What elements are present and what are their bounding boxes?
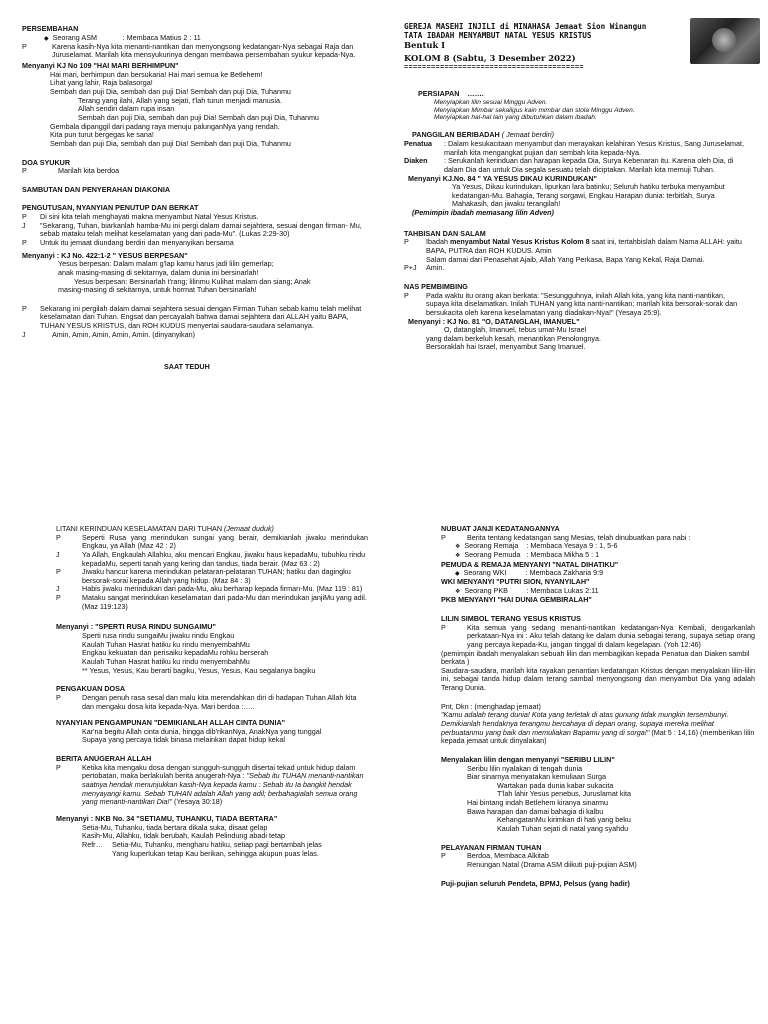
- lyric-line: Yesus berpesan: Bersinarlah t'rang; lilinmu Kulihat malam dan siang; Anak: [74, 276, 311, 286]
- pengutusan-text: "Sekarang, Tuhan, biarkanlah hamba-Mu ini pergi dalam damai sejahtera, sesuai dengan firman- Mu, sebab mataku telah melihat keselamatan yang dari pada-Mu". (Lukas 2:29-30): [40, 220, 362, 239]
- litani-title: LITANI KERINDUAN KESELAMATAN DARI TUHAN: [56, 525, 223, 533]
- song5-heading: Menyanyi : "SPERTI RUSA RINDU SUNGAIMU": [56, 622, 216, 632]
- litani-text: Seperti Rusa yang merindukan sungai yang berair, demikianlah jiwaku merindukan Engkau, ya Allah (Maz 42 : 2): [82, 532, 368, 551]
- doa-row: [22, 167, 366, 176]
- lyric-line: Setia-Mu, Tuhanku, tiada bertara dikala suka, disaat gelap: [82, 822, 268, 832]
- speaker-tag: P: [56, 532, 61, 542]
- song6-heading: Menyanyi : NKB No. 34 "SETIAMU, TUHANKU, TIADA BERTARA": [56, 813, 278, 823]
- lyric-line: Kar'na begitu Allah cinta dunia, hingga dib'rikanNya, AnakNya yang tunggal: [82, 726, 322, 736]
- song3-note: (Pemimpin ibadah memasang lilin Adven): [412, 208, 554, 218]
- persembahan-reader: Seorang ASM: [52, 32, 97, 42]
- speaker-tag: P: [22, 212, 27, 222]
- litani-item: [56, 551, 368, 568]
- pnt-line: Pnt, Dkn : (menghadap jemaat): [441, 701, 541, 711]
- speaker-tag: P: [441, 851, 446, 861]
- panggilan-title: PANGGILAN BERIBADAH: [412, 130, 500, 140]
- speaker-tag: J: [22, 329, 26, 339]
- tahbisan-amin-row: [404, 264, 750, 273]
- doa-heading: DOA SYUKUR: [22, 157, 71, 167]
- song2-lyrics: [22, 260, 366, 295]
- firman-text: Berdoa, Membaca Alkitab: [467, 851, 549, 861]
- reader-passage: : Membaca Lukas 2:11: [526, 586, 599, 596]
- nubuat-heading: NUBUAT JANJI KEDATANGANNYA: [441, 525, 560, 533]
- reader-name: Seorang Pemuda: [464, 550, 521, 560]
- puji-heading: Puji-pujian seluruh Pendeta, BPMJ, Pelsus (yang hadir): [441, 878, 630, 888]
- church-logo-image: [690, 18, 760, 64]
- lyric-line: Yang kuperlukan tetap Kau berikan, sehingga akupun puas lelas.: [112, 848, 319, 858]
- lyric-line: Hai mari, berhimpun dan bersukaria! Hai mari semua ke Betlehem!: [50, 69, 263, 79]
- pengakuan-text: Dengan penuh rasa sesal dan malu kita merendahkan diri di hadapan Tuhan Allah kita dan mengaku dosa kita kepada-Nya. Mari berdoa :…..: [82, 692, 357, 711]
- star-bullet-icon: [455, 542, 464, 551]
- lyric-line: Engkau kekuatan dan perisaiku kepadaMu rohku berserah: [82, 648, 269, 658]
- speaker-tag: P: [56, 567, 61, 577]
- kolom-label: KOLOM 8 (Sabtu, 3 Desember 2022): [404, 53, 576, 64]
- persembahan-heading: PERSEMBAHAN: [22, 24, 79, 33]
- berita-text: [82, 764, 368, 807]
- speaker-tag: P: [22, 41, 27, 51]
- speaker-tag: P: [441, 532, 446, 542]
- page2-right-column: [441, 525, 755, 925]
- lyric-line: ** Yesus, Yesus, Kau berarti bagiku, Yesus, Yesus, Kau segalanya bagiku: [82, 665, 316, 675]
- seribu-heading: Menyalakan lilin dengan menyanyi "SERIBU LILIN": [441, 754, 615, 764]
- sambutan-heading: SAMBUTAN DAN PENYERAHAN DIAKONIA: [22, 184, 171, 194]
- song1-lyrics: [22, 71, 366, 149]
- pengutusan-item: [22, 239, 366, 248]
- doa-text: Marilah kita berdoa: [58, 166, 120, 176]
- church-name-a: GEREJA MASEHI INJILI di MINAHASA: [404, 22, 551, 31]
- berkat-text: Sekarang ini pergilah dalam damai sejahtera sesuai dengan Firman Tuhan sebab kamu telah melihat keselamatan dari Tuhan. Engsat dan percayalah bahwa damai sejahtera dari ALLAH yaitu BAPA, TUHAN YESUS KRISTUS, dan ROH KUDUS menyertai saudara-saudara selamanya.: [40, 303, 362, 331]
- lyric-line: anak masing-masing di sekitarnya, dalam dunia ini bersinarlah!: [58, 267, 259, 277]
- tahbisan-salam: Salam damai dari Penasehat Ajaib, Allah Yang Perkasa, Bapa Yang Kekal, Raja Damai.: [426, 254, 705, 264]
- persembahan-prayer: [22, 43, 366, 60]
- song3-lyrics: Ya Yesus, Dikau kurindukan, lipurkan lara batinku; Seluruh hatiku terbuka menyambut kedatangan-Mu. Bahagia, Terang sorgawi, Engkau Harapan dunia: terbitlah, Surya Mahakasih, dan jiwaku terangilah!: [452, 182, 725, 209]
- speaker-tag: P: [56, 692, 61, 702]
- berita-b: "Sebab itu TUHAN menanti-nantikan saatnya hendak menunjukkan kasih-Nya kepada kamu : Sebab itu Ia bangkit hendak menyayangi kamu. Sebab TUHAN adalah Allah yang adil; berbahagialah semua orang yang menanti-nantikan Dia!": [82, 771, 364, 807]
- lyric-line: Allah sendiri dalam rupa insan: [78, 104, 175, 114]
- pengutusan-text: Di sini kita telah menghayati makna menyambut Natal Yesus Kristus.: [40, 212, 259, 222]
- lyric-line: Sembah dan puji Dia, sembah dan puji Dia! Sembah dan puji Dia, Tuhanmu: [50, 138, 291, 148]
- lyric-line: yang dalam berkeluh kesah, menantikan Penolongnya.: [426, 333, 602, 343]
- tahbisan-heading: TAHBISAN DAN SALAM: [404, 228, 486, 238]
- berkat-item: [22, 331, 366, 340]
- litani-item: [56, 594, 368, 611]
- berita-row: [56, 764, 368, 807]
- firman-sub: Renungan Natal (Drama ASM diikuti puji-pujian ASM): [467, 859, 637, 869]
- lilin-paragraph: Saudara-saudara, marilah kita rayakan penantian kedatangan Kristus dengan menyalakan lilin-lilin ini, sebagai tanda hidup dalam terang sambal menyongsong dan menyambut Dia yang adalah Terang Dunia.: [441, 665, 755, 693]
- litani-text: Mataku sangat merindukan keselamatan dari pada-Mu dan merindukan janjiMu yang adil. (Maz 119:123): [82, 593, 367, 611]
- lyric-line: Kaulah Tuhan sejati di natal yang syahdu: [497, 824, 629, 834]
- tahbisan-amin: Amin.: [426, 263, 445, 273]
- berita-heading: BERITA ANUGERAH ALLAH: [56, 754, 152, 764]
- speaker-tag: J: [22, 220, 26, 230]
- speaker-tag: P: [22, 238, 27, 247]
- lyric-line: Gembala dipanggil dari padang raya menuju palunganNya yang rendah.: [50, 121, 280, 131]
- wki-heading: WKI MENYANYI "PUTRI SION, NYANYILAH": [441, 577, 590, 587]
- pnt-quote-b: (Mat 5 : 14,16) (memberikan lilin kepada jemaat untuk dinyalakan): [441, 727, 755, 746]
- speaker-tag: J: [56, 584, 60, 594]
- lyric-line: masing-masing di sekitarnya, untuk hormat Tuhan bersinarlah!: [58, 285, 257, 295]
- reader-passage: : Membaca Mikha 5 : 1: [526, 550, 600, 560]
- lyric-line: Kita pun turut bergegas ke sana!: [50, 130, 154, 140]
- lyric-line: Sembah dan puji Dia, sembah dan puji Dia! Sembah dan puji Dia, Tuhanmu: [78, 112, 319, 122]
- pengutusan-item: [22, 222, 366, 239]
- tahbisan-c: saat ini, tertahbislah dalam Nama ALLAH: yaitu BAPA, PUTRA dan ROH KUDUS. Amin: [426, 237, 742, 256]
- church-name-b: Jemaat Sion Winangun: [550, 22, 647, 31]
- speaker-tag: P: [56, 593, 61, 603]
- lyric-line: Sembah dan puji Dia, sembah dan puji Dia! Sembah dan puji Dia, Tuhanmu: [50, 87, 291, 97]
- lyric-line: Supaya yang percaya tidak binasa melainkan dapat hidup kekal: [82, 735, 285, 745]
- lyric-line: KehangatanMu kirimkan di hati yang beku: [497, 815, 631, 825]
- reader-passage: : Membaca Yesaya 9 : 1, 5-6: [526, 541, 618, 551]
- page1-left-column: [22, 22, 366, 442]
- lyric-line: Setia-Mu, Tuhanku, mengharu hatiku, setiap pagi bertambah jelas: [112, 839, 322, 849]
- lilin-text: Kita semua yang sedang menanti-nantikan kedatangan-Nya Kembali, dengarkanlah perkataan-Nya ini : Aku telah datang ke dalam dunia sebagai terang, supaya setiap orang yang percaya kepada-Ku, jangan tinggal di dalam kegelapan. (Yoh 12:46): [467, 622, 755, 649]
- pengutusan-heading: PENGUTUSAN, NYANYIAN PENUTUP DAN BERKAT: [22, 203, 199, 213]
- reader-name: Seorang Remaja: [464, 541, 519, 551]
- speaker-tag: Diaken: [404, 156, 428, 166]
- persiapan-item: Menyiapkan lilin sesuai Minggu Adven.: [434, 98, 548, 106]
- reader-passage: : Membaca Zakharia 9:9: [525, 568, 604, 578]
- saat-teduh-heading: SAAT TEDUH: [164, 362, 210, 372]
- lyric-line: Kasih-Mu, Allahku, tidak berubah, Kaulah Pelindung abadi tetap: [82, 831, 285, 841]
- nas-text: Pada waktu itu orang akan berkata: "Sesungguhnya, inilah Allah kita, yang kita nanti-nantikan, supaya kita diselamatkan. Inilah TUHAN yang kita nanti-nantikan; marilah kita bersorak-sorak dan bersukacita oleh karena keselamatan yang diadakan-Nya!" (Yesaya 25:9).: [426, 290, 738, 317]
- nas-row: [404, 292, 750, 318]
- lyric-line: T'lah lahir Yesus penebus, Juruslamat kita: [497, 789, 632, 799]
- song1-heading: Menyanyi KJ No 109 "HAI MARI BERHIMPUN": [22, 61, 179, 71]
- pnt-quote: [441, 711, 755, 746]
- litani-text: Ya Allah, Engkaulah Allahku, aku mencari Engkau, jiwaku haus kepadaMu, tubuhku rindu kepadaMu, seperti tanah yang kering dan tandus, tiada berair. (Maz 63 : 2): [82, 549, 366, 568]
- lyric-line: O, datanglah, Imanuel, tebus umat-Mu Israel: [444, 325, 587, 335]
- lyric-line: Yesus berpesan: Dalam malam g'lap kamu harus jadi lilin gemerlap;: [58, 259, 274, 269]
- lyric-line: Kaulah Tuhan Hasrat hatiku ku rindu menyembahMu: [82, 656, 250, 666]
- persiapan-dots: …….: [467, 90, 484, 98]
- persembahan-text: Karena kasih-Nya kita menanti-nantikan dan menyongsong kedatangan-Nya sebagai Raja dan Juruselamat. Marilah kita mensyukurinya dengan membawa persembahan syukur kepada-Nya.: [52, 41, 356, 60]
- litani-note: (Jemaat duduk): [224, 525, 274, 533]
- page2-left-column: [56, 525, 368, 925]
- lyric-line: Bersoraklah hai Israel, menyambut Sang Imanuel.: [426, 342, 586, 352]
- persiapan-item: Menyiapkan hal-hal lain yang dibutuhkan dalam ibadah.: [434, 114, 597, 122]
- pengakuan-row: [56, 694, 368, 711]
- persembahan-reading: : Membaca Matius 2 : 11: [122, 32, 201, 42]
- lyric-line: Kaulah Tuhan Hasrat hatiku ku rindu menyembahMu: [82, 639, 250, 649]
- berkat-item: [22, 305, 366, 331]
- panggilan-text: : Dalam kesukacitaan menyambut dan merayakan kelahiran Yesus Kristus, Sang Juruselamat, marilah kita mengangkat pujian dan sembah kita kepada-Nya.: [444, 139, 745, 157]
- speaker-tag: P: [22, 166, 27, 176]
- lyric-line: Sperti rusa rindu sungaiMu jiwaku rindu Engkau: [82, 631, 235, 641]
- lilin-note: (pemimpin ibadah menyalakan sebuah lilin dan membagikan kepada Penatua dan Diaken sambil berkata ): [441, 648, 750, 667]
- lilin-heading: LILIN SIMBOL TERANG YESUS KRISTUS: [441, 613, 581, 623]
- speaker-tag: P: [56, 762, 61, 772]
- speaker-tag: P+J: [404, 263, 417, 273]
- lyric-line: Wartakan pada dunia kabar sukacita: [497, 780, 614, 790]
- panggilan-item: [404, 157, 750, 174]
- berita-a: Ketika kita mengaku dosa dengan sungguh-sungguh disertai tekad untuk hidup dalam pertobatan, maka berlakulah berita anugerah-Nya :: [82, 762, 356, 781]
- reader-name: Seorang WKI: [463, 568, 507, 578]
- song2-heading: Menyanyi : KJ No. 422:1-2 " YESUS BERPESAN": [22, 250, 188, 260]
- pkb-heading: PKB MENYANYI "HAI DUNIA GEMBIRALAH": [441, 595, 592, 605]
- lilin-row: [441, 624, 755, 650]
- lyric-line: Terang yang ilahi, Allah yang sejati, t'lah turun menjadi manusia.: [78, 95, 282, 105]
- speaker-tag: J: [56, 549, 60, 559]
- speaker-tag: P: [22, 303, 27, 313]
- nas-heading: NAS PEMBIMBING: [404, 281, 468, 291]
- litani-text: Jiwaku hancur karena merindukan pelataran-pelataran TUHAN; hatiku dan dagingku bersorak-sorai kepada Allah yang hidup. (Maz 84 : 3): [82, 567, 351, 585]
- panggilan-text: : Serukanlah kerinduan dan harapan kepada Dia, Surya Kebenaran itu. Karena oleh Dia, di dalam Dia dan untuk Dia segala sesuatu telah diciptakan. Marilah kita memuji Tuhan.: [444, 156, 734, 174]
- pnt-quote-a: "Kamu adalah terang dunia! Kota yang terletak di atas gunung tidak mungkin tersembunyi. Demikianlah hendaknya terangmu bercahaya di depan orang, supaya mereka melihat perbuatanmu yang baik dan memuliakan Bapamu yang di sorga!": [441, 710, 729, 737]
- lyric-line: Biar sinarnya menyatakan kemuliaan Surga: [467, 772, 607, 782]
- lyric-line: Lihat yang lahir, Raja balasorga!: [50, 78, 153, 88]
- litani-text: Habis jiwaku merindukan dari pada-Mu, aku berharap kepada firman-Mu. (Maz 119 : 81): [82, 584, 363, 594]
- pengakuan-heading: PENGAKUAN DOSA: [56, 684, 126, 694]
- nubuat-text: Berita tentang kedatangan sang Mesias, telah dinubuatkan para nabi :: [467, 532, 691, 542]
- speaker-tag: P: [441, 622, 446, 632]
- panggilan-note: ( Jemaat berdiri): [501, 130, 555, 140]
- speaker-tag: P: [404, 290, 409, 300]
- litani-item: [56, 568, 368, 585]
- berkat-text: Amin, Amin, Amin, Amin, Amin. (dinyanyikan): [52, 329, 196, 339]
- page1-right-body: [404, 90, 750, 450]
- divider-line: ========================================: [404, 62, 584, 72]
- bentuk-label: Bentuk I: [404, 40, 446, 51]
- tahbisan-text: [426, 238, 750, 255]
- litani-item: [56, 534, 368, 551]
- tahbisan-a: Ibadah: [426, 237, 450, 247]
- reader-name: Seorang PKB: [464, 586, 508, 596]
- lyric-line: Hai bintang indah Betlehem kiranya sinarmu: [467, 798, 609, 808]
- tahbisan-b: menyambut Natal Yesus Kristus Kolom 8: [449, 237, 590, 247]
- berita-c: (Yesaya 30:18): [172, 797, 223, 807]
- song3-heading: Menyanyi KJ.No. 84 " YA YESUS DIKAU KURINDUKAN": [408, 173, 597, 183]
- persiapan-title: PERSIAPAN: [418, 90, 460, 98]
- persiapan-heading: [404, 90, 750, 99]
- liturgy-title: TATA IBADAH MENYAMBUT NATAL YESUS KRISTUS: [404, 31, 592, 41]
- tahbisan-row: [404, 238, 750, 255]
- speaker-tag: P: [404, 237, 409, 247]
- page1-right-column: [404, 22, 688, 82]
- panggilan-item: [404, 140, 750, 157]
- lyric-line: Bawa harapan dan damai bahagia di kalbu: [467, 806, 604, 816]
- pengutusan-text: Untuk itu jemaat diundang berdiri dan menyanyikan bersama: [40, 238, 234, 247]
- nyanyian-heading: NYANYIAN PENGAMPUNAN "DEMIKIANLAH ALLAH CINTA DUNIA": [56, 718, 286, 728]
- church-name: [404, 22, 688, 31]
- speaker-tag: Penatua: [404, 139, 432, 148]
- persiapan-item: Menyiapkan Mimbar sekaligus kain mimbar dan stola Minggu Adven.: [434, 106, 635, 114]
- refrain-tag: Refr…: [82, 839, 103, 849]
- song4-heading: Menyanyi : KJ No. 81 "O, DATANGLAH, IMANUEL": [408, 316, 580, 326]
- firman-heading: PELAYANAN FIRMAN TUHAN: [441, 842, 542, 852]
- pemuda-heading: PEMUDA & REMAJA MENYANYI "NATAL DIHATIKU": [441, 559, 619, 569]
- lyric-line: Seribu lilin nyalakan di tengah dunia: [467, 763, 583, 773]
